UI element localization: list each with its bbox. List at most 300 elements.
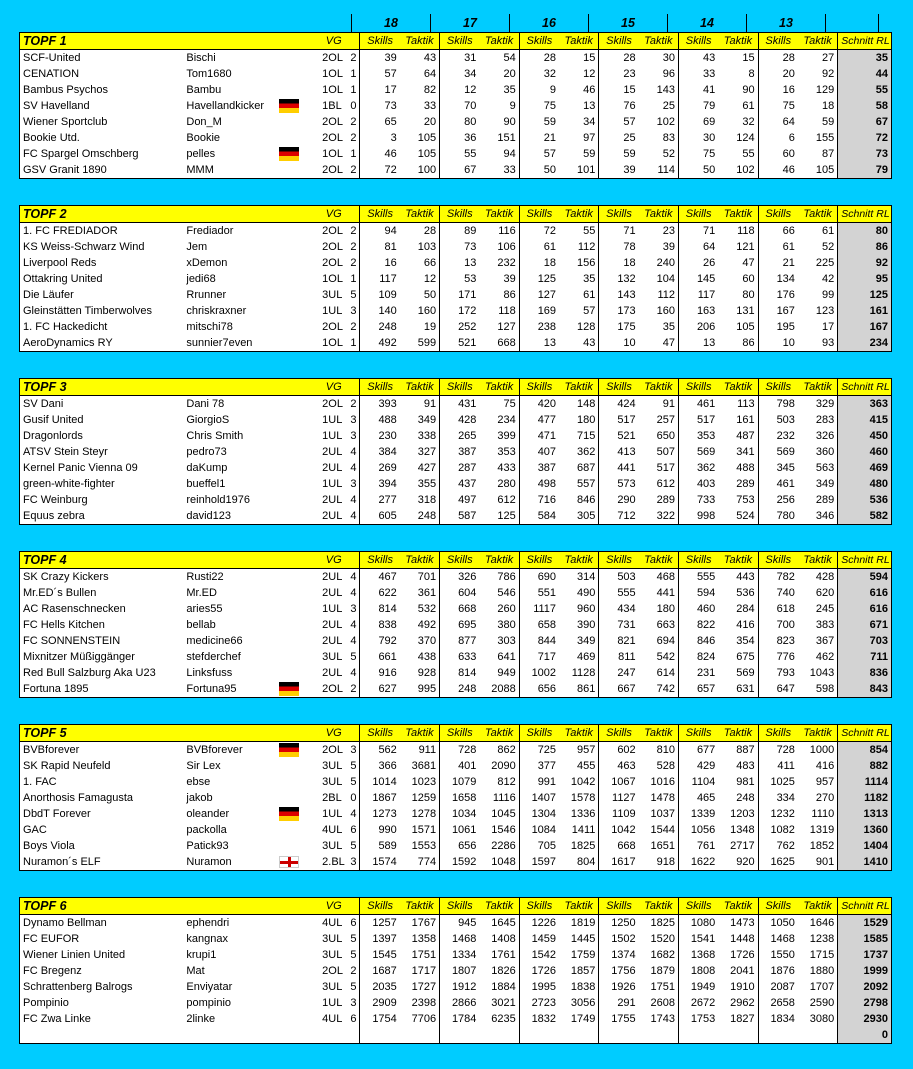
taktik-value: 390 [577,619,596,631]
skills-value: 59 [599,146,639,162]
skills-value: 413 [599,444,639,460]
manager-name: Bischi [186,52,216,64]
taktik-value: 1553 [411,840,437,852]
taktik-value: 3056 [570,997,596,1009]
vg-value: 4 [350,510,357,522]
manager-name: stefderchef [186,651,241,663]
skills-value: 517 [678,412,718,428]
taktik-value: 416 [815,760,835,772]
taktik-value: 105 [417,132,437,144]
manager-name: pedro73 [186,446,227,458]
taktik-value: 80 [742,289,755,301]
vg-value: 4 [350,587,357,599]
taktik-value: 314 [577,571,596,583]
vg-value: 2 [350,321,357,333]
taktik-value: 114 [657,164,675,176]
header-flag-spacer [345,33,360,50]
team-row [20,271,891,287]
team-name: DbdT Forever [23,808,91,820]
team-row [20,287,891,303]
team-row [20,947,891,963]
taktik-value: 91 [423,398,437,410]
skills-value: 667 [599,681,639,697]
taktik-value: 1767 [411,917,437,929]
skills-value: 60 [758,146,798,162]
skills-value: 668 [440,601,480,617]
schnitt-rl-value: 80 [838,223,891,240]
skills-value: 1834 [758,1011,798,1027]
taktik-value: 1478 [650,792,675,804]
pot-title: TOPF 6 [20,898,279,915]
manager-name: reinhold1976 [186,494,250,506]
taktik-value: 318 [417,494,437,506]
header-vg: VG [319,725,345,742]
team-row [20,838,891,854]
flag-cell [279,396,319,413]
germany-flag-icon [279,147,299,161]
taktik-value: 7706 [411,1013,437,1025]
league: 1UL [322,478,343,490]
skills-value: 72 [519,223,559,240]
skills-value: 6 [758,130,798,146]
team-name: AC Rasenschnecken [23,603,126,615]
schnitt-rl-value: 836 [838,665,891,681]
header-spacer [279,898,319,915]
league: 2UL [322,587,343,599]
pot-header-row [20,898,891,915]
skills-value: 846 [678,633,718,649]
manager-name: packolla [186,824,227,836]
header-skills: Skills [678,206,718,223]
skills-value: 1368 [678,947,718,963]
league: 1BL [322,100,342,112]
header-taktik: Taktik [400,552,440,569]
taktik-value: 641 [497,651,516,663]
schnitt-rl-value: 415 [838,412,891,428]
flag-cell [279,287,319,303]
flag-cell [279,979,319,995]
taktik-value: 804 [577,856,596,868]
taktik-value: 289 [815,494,835,506]
header-flag-spacer [345,552,360,569]
taktik-value: 15 [742,52,755,64]
taktik-value: 887 [736,744,755,756]
header-taktik: Taktik [639,725,679,742]
skills-value [519,1027,559,1043]
header-taktik: Taktik [400,379,440,396]
taktik-value: 774 [417,856,437,868]
taktik-value: 25 [662,100,675,112]
header-skills: Skills [440,379,480,396]
schnitt-rl-value: 55 [838,82,891,98]
skills-value: 387 [519,460,559,476]
team-row [20,633,891,649]
skills-value: 13 [678,335,718,351]
team-name: 1. FC Hackedicht [23,321,108,333]
taktik-value: 32 [742,116,755,128]
skills-value: 728 [440,742,480,759]
taktik-value: 105 [736,321,755,333]
skills-value [599,1027,639,1043]
vg-value: 4 [350,635,357,647]
flag-cell [279,492,319,508]
league: 2OL [322,132,343,144]
taktik-value: 2088 [491,683,516,695]
team-row [20,412,891,428]
team-row [20,396,891,413]
taktik-value: 1682 [650,949,675,961]
skills-value: 206 [678,319,718,335]
team-name: Wiener Sportclub [23,116,108,128]
team-row [20,758,891,774]
taktik-value: 20 [423,116,437,128]
skills-value: 429 [678,758,718,774]
league: 3UL [322,840,343,852]
skills-value: 57 [360,66,400,82]
league: 1UL [322,414,343,426]
skills-value: 256 [758,492,798,508]
skills-value: 1541 [678,931,718,947]
header-skills: Skills [678,898,718,915]
taktik-value: 2090 [491,760,516,772]
taktik-value: 599 [417,337,437,349]
team-name: Red Bull Salzburg Aka U23 [23,667,156,679]
team-name: ATSV Stein Steyr [23,446,108,458]
taktik-value: 322 [656,510,675,522]
taktik-value: 612 [656,478,675,490]
schnitt-rl-value: 854 [838,742,891,759]
skills-value: 117 [678,287,718,303]
skills-value: 1625 [758,854,798,870]
league: 1UL [322,808,343,820]
manager-name: ephendri [186,917,230,929]
taktik-value: 27 [821,52,835,64]
header-spacer [279,206,319,223]
skills-value: 73 [360,98,400,114]
skills-value: 1226 [519,915,559,932]
skills-value [758,1027,798,1043]
skills-value: 345 [758,460,798,476]
header-taktik: Taktik [479,206,519,223]
taktik-value: 928 [417,667,437,679]
team-row [20,50,891,67]
skills-value: 521 [599,428,639,444]
round-16: 16 [509,14,588,33]
schnitt-rl-value: 1410 [838,854,891,870]
skills-value: 877 [440,633,480,649]
taktik-value: 283 [815,414,835,426]
skills-value [678,1027,718,1043]
skills-value: 387 [440,444,480,460]
schnitt-rl-value: 2092 [838,979,891,995]
flag-cell [279,303,319,319]
team-row [20,774,891,790]
skills-value: 1753 [678,1011,718,1027]
team-name: CENATION [23,68,80,80]
manager-name: sunnier7even [186,337,253,349]
taktik-value: 326 [815,430,835,442]
team-name: Equus zebra [23,510,85,522]
skills-value: 1658 [440,790,480,806]
manager-name: Jem [186,241,208,253]
taktik-value: 155 [815,132,835,144]
taktik-value: 1825 [570,840,596,852]
taktik-value: 433 [497,462,516,474]
skills-value: 79 [678,98,718,114]
league: 1UL [322,305,343,317]
header-skills: Skills [758,33,798,50]
skills-value: 167 [758,303,798,319]
header-spacer [279,725,319,742]
taktik-value: 180 [577,414,596,426]
taktik-value: 160 [417,305,437,317]
skills-value: 10 [758,335,798,351]
skills-value: 195 [758,319,798,335]
schnitt-rl-value: 1360 [838,822,891,838]
taktik-value: 100 [417,164,437,176]
header-taktik: Taktik [479,379,519,396]
team-name: Ottakring United [23,273,103,285]
header-skills: Skills [440,725,480,742]
skills-value: 589 [360,838,400,854]
header-taktik: Taktik [798,33,838,50]
taktik-value: 92 [821,68,835,80]
taktik-value: 28 [423,225,437,237]
flag-cell [279,50,319,67]
manager-name: oleander [186,808,230,820]
schnitt-rl-value: 671 [838,617,891,633]
taktik-value: 1411 [571,824,596,836]
skills-value: 248 [360,319,400,335]
taktik-value: 532 [417,603,437,615]
skills-value: 1407 [519,790,559,806]
skills-value: 822 [678,617,718,633]
manager-name: Sir Lex [186,760,221,772]
taktik-value: 2608 [650,997,675,1009]
league: 1OL [322,273,343,285]
schnitt-rl-value: 0 [838,1027,891,1043]
team-name: KS Weiss-Schwarz Wind [23,241,145,253]
skills-value: 15 [599,82,639,98]
manager-name: ebse [186,776,211,788]
team-row [20,854,891,870]
taktik-value: 94 [503,148,516,160]
vg-value: 2 [350,965,357,977]
taktik-value: 1838 [570,981,596,993]
skills-value: 1808 [678,963,718,979]
round-18: 18 [351,14,430,33]
team-row [20,303,891,319]
taktik-value: 23 [662,225,675,237]
vg-value: 1 [350,273,357,285]
league: 2UL [322,446,343,458]
header-skills: Skills [519,379,559,396]
taktik-value: 2717 [730,840,755,852]
taktik-value: 631 [736,683,755,695]
team-name: Gusif United [23,414,84,426]
taktik-value: 148 [577,398,596,410]
vg-value: 6 [350,824,357,836]
team-name: 1. FAC [23,776,57,788]
league: 2OL [322,744,343,756]
pot-header-row [20,725,891,742]
flag-cell [279,239,319,255]
skills-value: 71 [678,223,718,240]
team-name: Wiener Linien United [23,949,126,961]
taktik-value: 2041 [730,965,755,977]
flag-cell [279,1027,319,1043]
taktik-value: 248 [417,510,437,522]
skills-value: 602 [599,742,639,759]
skills-value: 394 [360,476,400,492]
schnitt-rl-value: 536 [838,492,891,508]
taktik-value: 1445 [570,933,596,945]
team-name: SK Crazy Kickers [23,571,109,583]
taktik-value: 90 [503,116,516,128]
header-taktik: Taktik [798,725,838,742]
schnitt-rl-value: 161 [838,303,891,319]
team-row [20,649,891,665]
skills-value: 824 [678,649,718,665]
skills-value: 353 [678,428,718,444]
flag-cell [279,1011,319,1027]
schnitt-rl-value: 2798 [838,995,891,1011]
skills-value: 776 [758,649,798,665]
skills-value: 1597 [519,854,559,870]
pot-title: TOPF 5 [20,725,279,742]
skills-value: 782 [758,569,798,586]
skills-value: 844 [519,633,559,649]
taktik-value: 614 [656,667,675,679]
skills-value: 1104 [678,774,718,790]
team-row [20,162,891,178]
skills-value: 1117 [519,601,559,617]
manager-name: Linksfuss [186,667,233,679]
skills-value: 18 [519,255,559,271]
skills-value: 50 [678,162,718,178]
team-row [20,995,891,1011]
skills-value: 238 [519,319,559,335]
flag-cell [279,82,319,98]
team-row [20,146,891,162]
skills-value: 12 [440,82,480,98]
skills-value: 733 [678,492,718,508]
skills-value: 1756 [599,963,639,979]
league: 1OL [322,68,343,80]
vg-value: 1 [350,84,357,96]
vg-value: 3 [350,744,357,756]
skills-value: 424 [599,396,639,413]
skills-value: 793 [758,665,798,681]
flag-cell [279,114,319,130]
team-name: SCF-United [23,52,81,64]
skills-value [360,1027,400,1043]
flag-cell [279,758,319,774]
skills-value: 76 [599,98,639,114]
taktik-value: 232 [497,257,516,269]
skills-value: 23 [599,66,639,82]
taktik-value: 280 [497,478,516,490]
skills-value: 326 [440,569,480,586]
vg-value: 2 [350,132,357,144]
team-name: AeroDynamics RY [23,337,113,349]
vg-value: 4 [350,462,357,474]
taktik-value: 180 [656,603,675,615]
skills-value: 64 [758,114,798,130]
header-taktik: Taktik [639,552,679,569]
skills-value: 53 [440,271,480,287]
taktik-value: 2398 [411,997,437,1009]
header-taktik: Taktik [798,898,838,915]
taktik-value [400,1027,440,1043]
league: 3UL [322,289,343,301]
taktik-value: 270 [815,792,835,804]
skills-value: 21 [758,255,798,271]
header-skills: Skills [758,898,798,915]
skills-value: 740 [758,585,798,601]
manager-name: Bookie [186,132,221,144]
team-row [20,66,891,82]
team-name: GSV Granit 1890 [23,164,107,176]
schnitt-rl-value: 167 [838,319,891,335]
skills-value: 1468 [758,931,798,947]
taktik-value: 245 [815,603,835,615]
team-row [20,508,891,524]
header-skills: Skills [440,552,480,569]
skills-value [440,1027,480,1043]
team-name: Liverpool Reds [23,257,97,269]
header-taktik: Taktik [559,33,599,50]
schnitt-rl-value: 92 [838,255,891,271]
team-row [20,822,891,838]
manager-name: pelles [186,148,216,160]
taktik-value: 846 [577,494,596,506]
taktik-value: 1749 [570,1013,596,1025]
flag-cell [279,476,319,492]
taktik-value: 598 [815,683,835,695]
skills-value: 551 [519,585,559,601]
taktik-value: 116 [498,225,516,237]
round-14: 14 [667,14,746,33]
team-name: SV Havelland [23,100,90,112]
team-row [20,665,891,681]
skills-value: 463 [599,758,639,774]
team-row [20,335,891,351]
skills-value: 252 [440,319,480,335]
taktik-value: 257 [656,414,675,426]
skills-value: 73 [440,239,480,255]
england-flag-icon [279,856,299,868]
taktik-value: 55 [583,225,596,237]
skills-value: 30 [678,130,718,146]
taktik-value: 338 [417,430,437,442]
skills-value: 127 [519,287,559,303]
skills-value: 1080 [678,915,718,932]
league: 4UL [322,824,343,836]
manager-name: Patick93 [186,840,229,852]
skills-value: 503 [758,412,798,428]
taktik-value: 1348 [730,824,755,836]
taktik-value: 2286 [491,840,516,852]
taktik-value: 128 [577,321,596,333]
taktik-value: 1852 [809,840,835,852]
team-name: Pompinio [23,997,69,1009]
taktik-value: 675 [736,651,755,663]
team-name: Kernel Panic Vienna 09 [23,462,138,474]
taktik-value: 329 [815,398,835,410]
skills-value: 1304 [519,806,559,822]
team-row [20,239,891,255]
